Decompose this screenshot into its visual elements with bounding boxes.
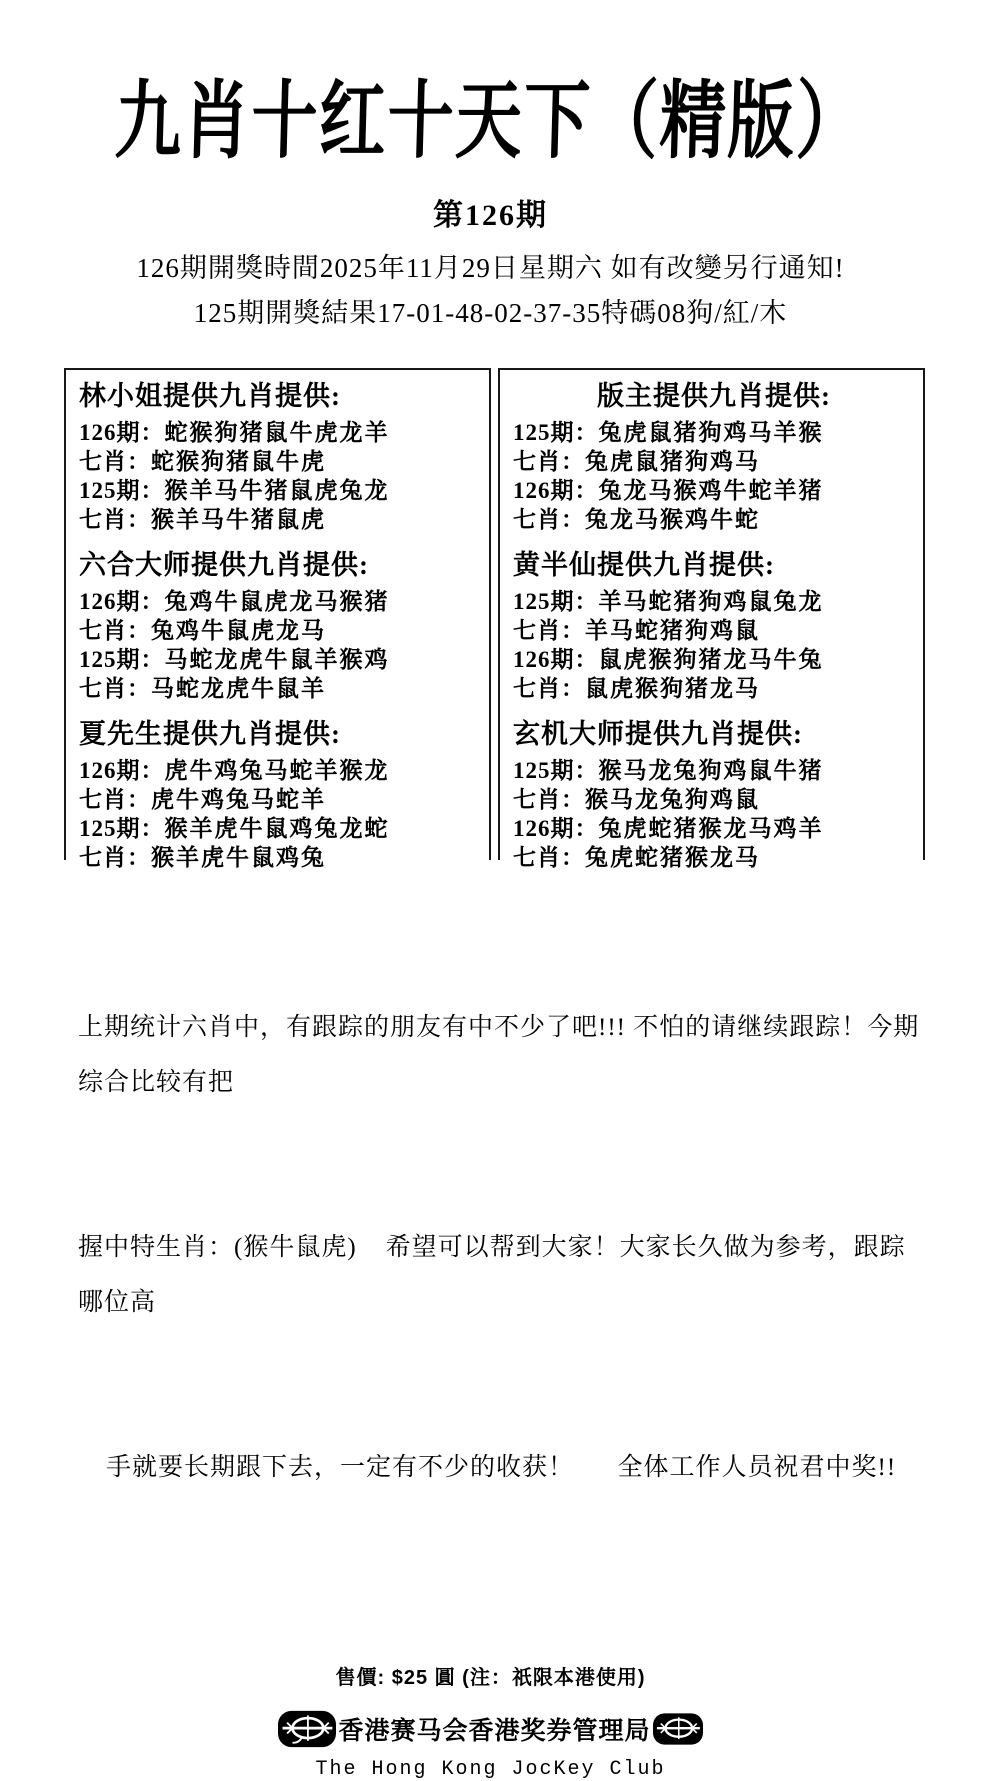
- summary-line-2: 握中特生肖：(猴牛鼠虎) 希望可以帮到大家！大家长久做为参考，跟踪哪位高: [78, 1234, 906, 1316]
- tip-row: [79, 418, 481, 447]
- tip-row-value: 蛇猴狗猪鼠牛虎龙羊: [164, 420, 390, 445]
- summary-line-3: 手就要长期跟下去，一定有不少的收获！ 全体工作人员祝君中奖!!: [106, 1454, 897, 1481]
- tip-section-header: 黄半仙提供九肖提供:: [513, 550, 775, 580]
- tip-row: [79, 505, 481, 534]
- last-result-line: 125期開獎結果17-01-48-02-37-35特碼08狗/紅/木: [193, 298, 788, 328]
- tip-row: [79, 645, 481, 674]
- tip-row-label: 七肖：: [79, 618, 151, 643]
- tip-row-value: 兔鸡牛鼠虎龙马猴猪: [164, 589, 390, 614]
- draw-time-line: 126期開獎時間2025年11月29日星期六 如有改變另行通知!: [136, 253, 845, 283]
- tip-row-value: 兔虎蛇猪猴龙马鸡羊: [598, 816, 824, 841]
- tip-row: [513, 785, 915, 814]
- org-row: [0, 1710, 981, 1748]
- tip-row: [513, 587, 915, 616]
- tip-row-label: 七肖：: [513, 449, 585, 474]
- tip-row-value: 兔龙马猴鸡牛蛇羊猪: [598, 478, 824, 503]
- tips-area: [64, 368, 925, 870]
- tip-row-label: 126期：: [79, 420, 165, 445]
- tip-row-label: 七肖：: [79, 449, 151, 474]
- tip-row-value: 虎牛鸡兔马蛇羊: [151, 787, 326, 812]
- tip-row-value: 马蛇龙虎牛鼠羊猴鸡: [164, 647, 390, 672]
- tip-section: [513, 718, 915, 872]
- masthead: [0, 0, 981, 330]
- tip-row-label: 七肖：: [79, 787, 151, 812]
- tip-row-value: 虎牛鸡兔马蛇羊猴龙: [164, 758, 390, 783]
- tip-row-label: 125期：: [79, 647, 165, 672]
- tip-section: [79, 718, 481, 872]
- summary-line-1: 上期统计六肖中，有跟踪的朋友有中不少了吧!!! 不怕的请继续跟踪！今期综合比较有把: [78, 1014, 920, 1096]
- tip-row-label: 125期：: [513, 589, 599, 614]
- tip-row: [513, 447, 915, 476]
- tip-row-label: 七肖：: [79, 676, 151, 701]
- tip-row: [79, 447, 481, 476]
- tip-row-value: 猴马龙兔狗鸡鼠: [585, 787, 760, 812]
- org-name: 香港赛马会香港奖券管理局: [338, 1718, 651, 1745]
- tip-row-value: 兔虎鼠猪狗鸡马羊猴: [598, 420, 824, 445]
- tip-row-value: 猴羊马牛猪鼠虎兔龙: [164, 478, 390, 503]
- tip-row: [513, 418, 915, 447]
- tip-row-value: 猴羊马牛猪鼠虎: [151, 507, 326, 532]
- tips-box-right: [498, 368, 925, 870]
- tip-row-value: 羊马蛇猪狗鸡鼠兔龙: [598, 589, 824, 614]
- tip-row: [79, 476, 481, 505]
- tip-section-header: 版主提供九肖提供:: [597, 381, 831, 411]
- tip-row-value: 兔龙马猴鸡牛蛇: [585, 507, 760, 532]
- tip-row-value: 兔虎蛇猪猴龙马: [585, 845, 760, 870]
- footer: [0, 1661, 981, 1781]
- tip-row: [513, 674, 915, 703]
- english-org-name: The Hong Kong JocKey Club: [315, 1758, 666, 1781]
- tip-row: [79, 785, 481, 814]
- tip-row-value: 羊马蛇猪狗鸡鼠: [585, 618, 760, 643]
- hkjc-logo-icon: [278, 1710, 336, 1748]
- tip-section-header: 玄机大师提供九肖提供:: [513, 719, 803, 749]
- tip-row: [79, 674, 481, 703]
- tip-row-label: 七肖：: [513, 507, 585, 532]
- tip-row-value: 马蛇龙虎牛鼠羊: [151, 676, 326, 701]
- price-line: 售價: $25 圓 (注：祇限本港使用): [335, 1667, 646, 1689]
- tip-row-label: 七肖：: [79, 845, 151, 870]
- tip-section-header: 六合大师提供九肖提供:: [79, 550, 369, 580]
- tip-row-value: 鼠虎猴狗猪龙马: [585, 676, 760, 701]
- tip-row-value: 兔虎鼠猪狗鸡马: [585, 449, 760, 474]
- tip-row-label: 126期：: [79, 589, 165, 614]
- tip-section: [513, 380, 915, 534]
- tip-row: [79, 587, 481, 616]
- tip-row-value: 鼠虎猴狗猪龙马牛兔: [598, 647, 824, 672]
- tip-row-label: 七肖：: [513, 787, 585, 812]
- tip-section: [513, 549, 915, 703]
- tip-section-header: 夏先生提供九肖提供:: [79, 719, 341, 749]
- issue-number: 第126期: [433, 199, 548, 232]
- tip-row-value: 猴羊虎牛鼠鸡兔: [151, 845, 326, 870]
- tip-row: [79, 616, 481, 645]
- tip-row-label: 125期：: [79, 478, 165, 503]
- tip-row: [513, 756, 915, 785]
- tip-row: [513, 843, 915, 872]
- tip-section: [79, 380, 481, 534]
- tip-row-value: 兔鸡牛鼠虎龙马: [151, 618, 326, 643]
- tip-row-label: 七肖：: [513, 676, 585, 701]
- tip-row-value: 猴羊虎牛鼠鸡兔龙蛇: [164, 816, 390, 841]
- page-title: 九肖十红十天下（精版）: [114, 70, 866, 170]
- tip-row-value: 猴马龙兔狗鸡鼠牛猪: [598, 758, 824, 783]
- tip-row: [513, 814, 915, 843]
- tip-section-header: 林小姐提供九肖提供:: [79, 381, 341, 411]
- tip-section: [79, 549, 481, 703]
- tip-row-value: 蛇猴狗猪鼠牛虎: [151, 449, 326, 474]
- tip-row-label: 七肖：: [513, 618, 585, 643]
- tip-row: [79, 814, 481, 843]
- tip-row-label: 125期：: [513, 758, 599, 783]
- tips-box-left: [64, 368, 491, 870]
- tip-row-label: 125期：: [513, 420, 599, 445]
- tip-row: [513, 476, 915, 505]
- tip-row-label: 126期：: [513, 647, 599, 672]
- tip-row: [513, 616, 915, 645]
- hkjc-logo-icon: [653, 1713, 703, 1745]
- tip-row: [79, 843, 481, 872]
- summary-paragraph: [78, 890, 923, 1605]
- tip-row-label: 七肖：: [79, 507, 151, 532]
- tip-row-label: 126期：: [79, 758, 165, 783]
- tip-row-label: 126期：: [513, 478, 599, 503]
- tip-row-label: 七肖：: [513, 845, 585, 870]
- tip-row: [79, 756, 481, 785]
- tip-row-label: 126期：: [513, 816, 599, 841]
- tip-row: [513, 645, 915, 674]
- tip-row: [513, 505, 915, 534]
- tip-row-label: 125期：: [79, 816, 165, 841]
